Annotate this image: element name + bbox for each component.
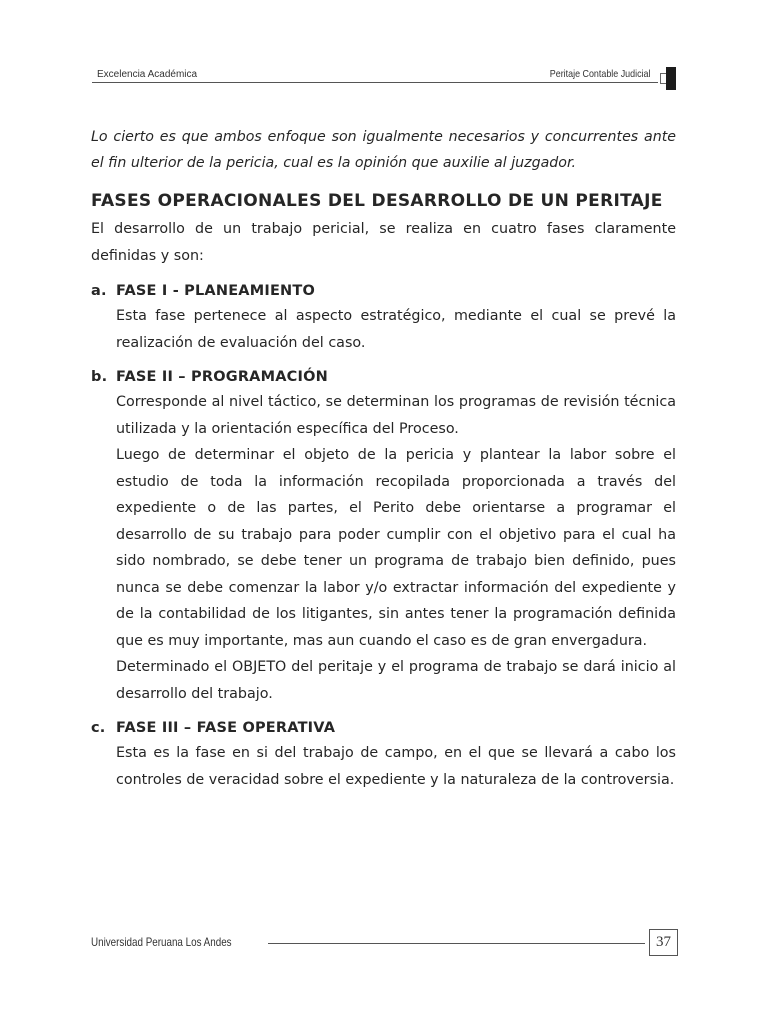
phase-a-title: FASE I - PLANEAMIENTO [116,283,316,299]
phase-b-paragraph-2: Luego de determinar el objeto de la pericia y plantear la labor sobre el estudio de toda la información recopilada proporcionada a través del expediente o de las partes, el Perito debe orientarse a programar el desarrollo de su trabajo para poder cumplir con el objetivo para el cual ha sido nombrado, se debe tener un programa de trabajo bien definido, pues nunca se debe comenzar la labor y/o extractar información del expediente y de la contabilidad de los litigantes, sin antes tener la programación definida que es muy importante, mas aun cuando el caso es de gran envergadura. [116,447,676,649]
page-number: 37 [649,929,678,956]
phase-b-title: FASE II – PROGRAMACIÓN [116,369,328,385]
intro-paragraph: Lo cierto es que ambos enfoque son igualmente necesarios y concurrentes ante el fin ulterior de la pericia, cual es la opinión que auxilie al juzgador. [91,129,676,171]
header-right-title: Peritaje Contable Judicial [549,68,650,80]
header-left-title: Excelencia Académica [97,69,198,80]
phase-a [91,279,676,356]
section-title: FASES OPERACIONALES DEL DESARROLLO DE UN PERITAJE [91,191,663,211]
phase-c-title: FASE III – FASE OPERATIVA [116,720,336,736]
phase-a-paragraph-1: Esta fase pertenece al aspecto estratégico, mediante el cual se prevé la realización de evaluación del caso. [116,308,676,351]
phase-a-letter: a. [91,283,107,299]
phase-a-heading [91,279,676,303]
phase-b-heading [91,365,676,389]
phase-c-letter: c. [91,720,106,736]
phase-b-letter: b. [91,369,108,385]
phase-b [91,365,676,707]
phase-c-heading [91,716,676,740]
page-body [91,124,676,793]
phase-b-paragraph-3: Determinado el OBJETO del peritaje y el programa de trabajo se dará inicio al desarrollo del trabajo. [116,659,676,702]
footer-rule [268,943,645,944]
header-corner-block [666,67,676,90]
footer-institution: Universidad Peruana Los Andes [91,935,232,949]
phase-b-paragraph-1: Corresponde al nivel táctico, se determinan los programas de revisión técnica utilizada y la orientación específica del Proceso. [116,394,676,437]
phase-c-paragraph-1: Esta es la fase en si del trabajo de campo, en el que se llevará a cabo los controles de veracidad sobre el expediente y la naturaleza de la controversia. [116,745,676,788]
phase-c [91,716,676,793]
section-lead: El desarrollo de un trabajo pericial, se realiza en cuatro fases claramente definidas y son: [91,221,676,264]
header-rule [92,82,658,83]
